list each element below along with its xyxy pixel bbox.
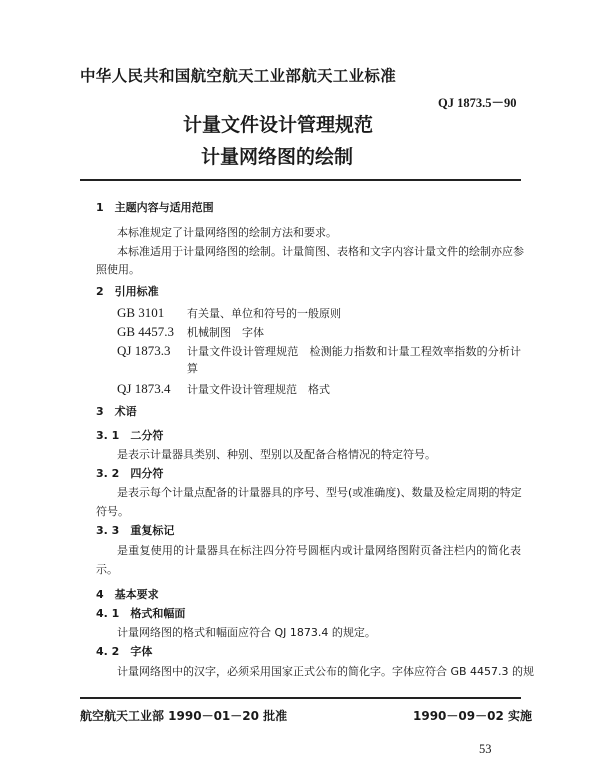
ref-title: 机械制图 字体 xyxy=(187,326,264,339)
paragraph: 本标准适用于计量网络图的绘制。计量简图、表格和文字内容计量文件的绘制亦应参 xyxy=(117,245,524,258)
requirement-text: 计量网络图中的汉字，必须采用国家正式公布的简化字。字体应符合 GB 4457.3 的规 xyxy=(117,665,535,678)
reference-row-cont xyxy=(117,362,521,376)
ref-title: 计量文件设计管理规范 格式 xyxy=(187,383,330,396)
term-heading: 3. 1 二分符 xyxy=(96,429,164,442)
section-4-heading: 4 基本要求 xyxy=(96,588,159,601)
approval-date: 航空航天工业部 1990－01－20 批准 xyxy=(80,709,288,723)
section-1-heading: 1 主题内容与适用范围 xyxy=(96,201,214,214)
ref-code: QJ 1873.3 xyxy=(117,343,171,358)
requirement-text: 计量网络图的格式和幅面应符合 QJ 1873.4 的规定。 xyxy=(117,626,376,639)
page-number: 53 xyxy=(479,742,492,756)
reference-row xyxy=(117,325,521,340)
reference-row xyxy=(117,306,521,321)
section-2-heading: 2 引用标准 xyxy=(96,285,159,298)
ref-title: 计量文件设计管理规范 检测能力指数和计量工程效率指数的分析计 xyxy=(187,345,521,358)
ref-title: 有关量、单位和符号的一般原则 xyxy=(187,307,341,320)
header-rule xyxy=(80,179,521,181)
section-3-heading: 3 术语 xyxy=(96,405,137,418)
paragraph-cont: 照使用。 xyxy=(96,263,140,276)
reference-row xyxy=(117,344,521,359)
term-heading: 3. 2 四分符 xyxy=(96,467,164,480)
standard-code: QJ 1873.5－90 xyxy=(438,96,517,110)
title-line-2: 计量网络图的绘制 xyxy=(201,146,354,168)
ref-title-cont: 算 xyxy=(187,362,198,375)
requirement-heading: 4. 1 格式和幅面 xyxy=(96,607,186,620)
term-definition: 是重复使用的计量器具在标注四分符号圆框内或计量网络图附页备注栏内的简化表 xyxy=(117,544,521,557)
reference-row xyxy=(117,382,521,397)
title-line-1: 计量文件设计管理规范 xyxy=(183,114,374,136)
paragraph: 本标准规定了计量网络图的绘制方法和要求。 xyxy=(117,226,337,239)
ref-code: GB 3101 xyxy=(117,305,165,320)
effective-date: 1990－09－02 实施 xyxy=(413,709,532,723)
issuer-line: 中华人民共和国航空航天工业部航天工业标准 xyxy=(80,67,397,85)
term-definition: 是表示计量器具类别、种别、型别以及配备合格情况的特定符号。 xyxy=(117,448,436,461)
term-definition-cont: 符号。 xyxy=(96,505,129,518)
term-definition-cont: 示。 xyxy=(96,563,118,576)
ref-code: QJ 1873.4 xyxy=(117,381,171,396)
requirement-heading: 4. 2 字体 xyxy=(96,645,153,658)
ref-code: GB 4457.3 xyxy=(117,324,175,339)
term-definition: 是表示每个计量点配备的计量器具的序号、型号(或准确度)、数量及检定周期的特定 xyxy=(117,486,522,499)
term-heading: 3. 3 重复标记 xyxy=(96,524,175,537)
footer-rule xyxy=(80,697,521,699)
